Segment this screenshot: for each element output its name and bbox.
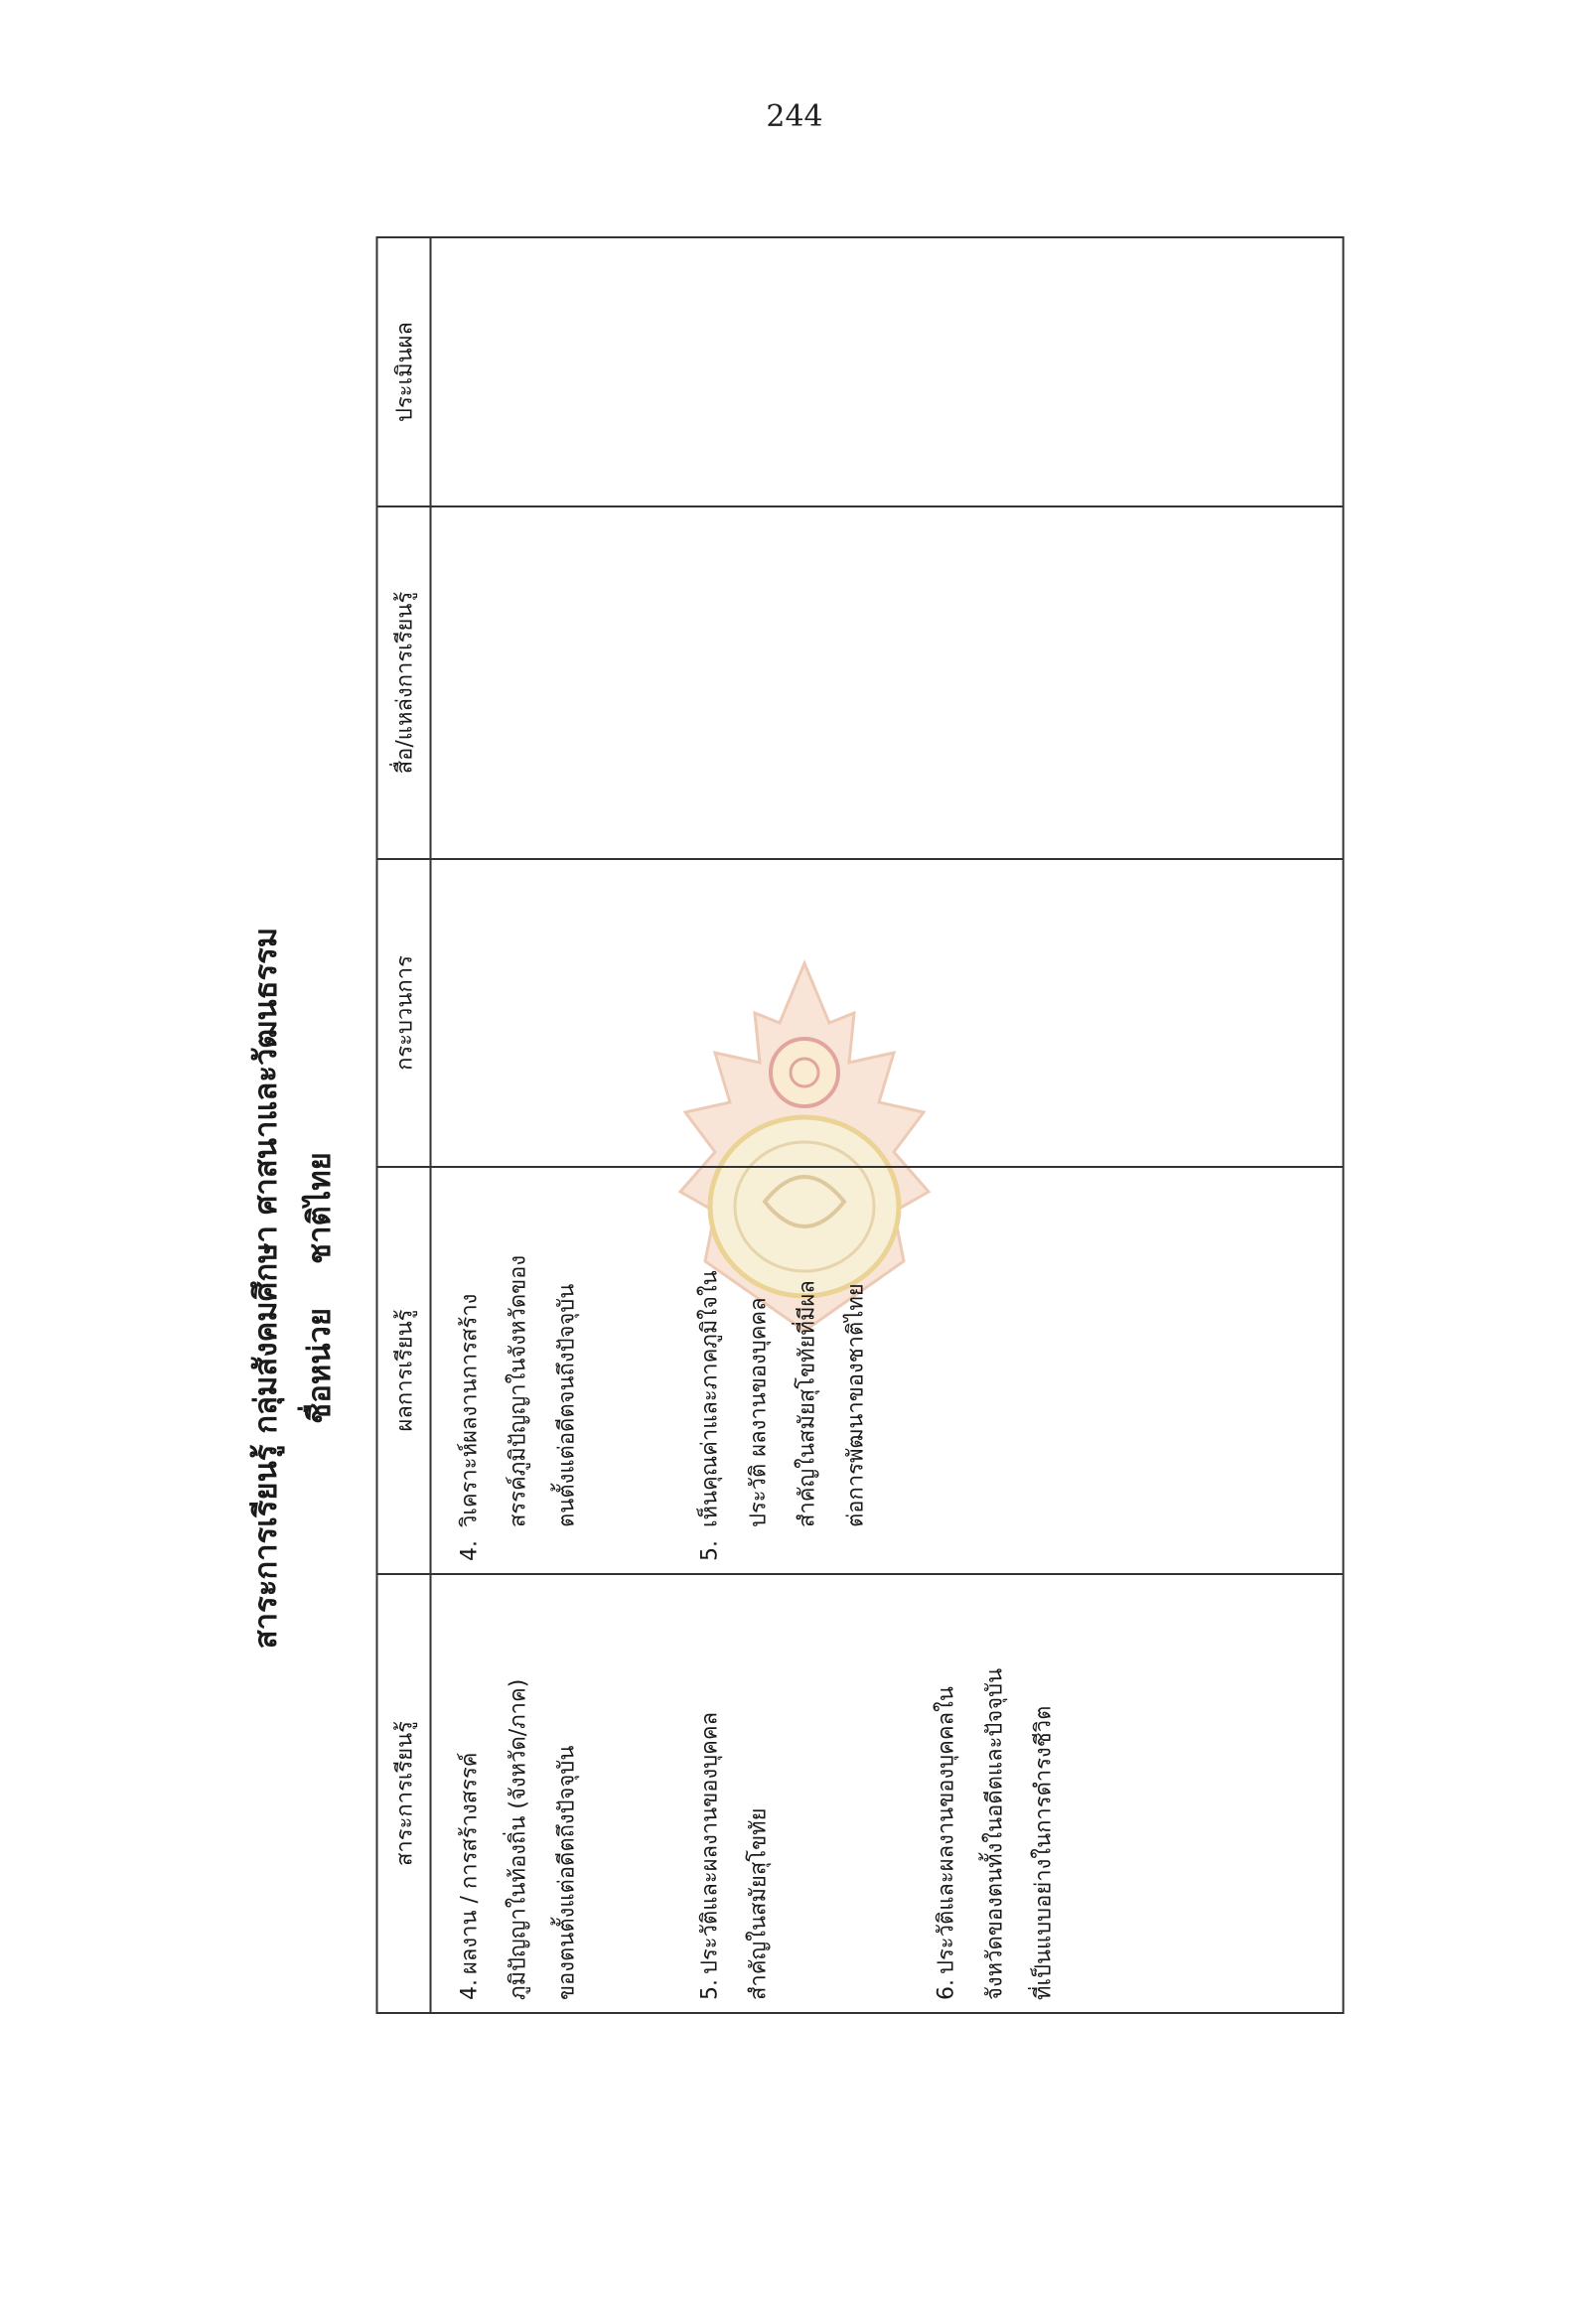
header-content: สาระการเรียนรู้ — [377, 1573, 429, 2012]
heading-title: สาระการเรียนรู้ กลุ่มสังคมศึกษา ศาสนาและวัฒนธรรม — [248, 927, 284, 1650]
header-outcome: ผลการเรียนรู้ — [377, 1166, 429, 1573]
curriculum-table — [375, 236, 1344, 2014]
outcome-cell — [431, 1166, 1342, 1573]
evaluation-cell — [431, 238, 1342, 505]
unit-label: ชื่อหน่วย — [302, 1307, 338, 1424]
table-body-row — [431, 238, 1342, 2012]
header-process: กระบวนการ — [377, 858, 429, 1166]
content-cell — [431, 1573, 1342, 2012]
unit-name: ชาติไทย — [302, 1152, 338, 1264]
outcome-item: 4.วิเคราะห์ผลงานการสร้าง สรรค์ภูมิปัญญาในจังหวัดของ ตนตั้งแต่อดีตจนถึงปัจจุบัน — [457, 1254, 579, 1561]
content-item: 6.ประวัติและผลงานของบุคคลใน จังหวัดของตนทั้งในอดีตและปัจจุบัน ที่เป็นแบบอย่างในการดำรงชีวิต — [934, 1667, 1056, 2000]
content-item: 4.ผลงาน / การสร้างสรรค์ ภูมิปัญญาในท้องถิ่น (จังหวัด/ภาค) ของตนตั้งแต่อดีตถึงปัจจุบัน — [457, 1678, 579, 2000]
header-media: สื่อ/แหล่งการเรียนรู้ — [377, 505, 429, 858]
outcome-item: 5.เห็นคุณค่าและภาคภูมิใจใน ประวัติ ผลงานของบุคคล สำคัญในสมัยสุโขทัยที่มีผล ต่อการพัฒนาของชาติไทย — [697, 1270, 868, 1561]
document-heading — [223, 730, 363, 1847]
media-cell — [431, 505, 1342, 858]
content-item: 5.ประวัติและผลงานของบุคคล สำคัญในสมัยสุโขทัย — [697, 1711, 771, 2000]
page-number: 244 — [766, 99, 823, 134]
header-evaluation: ประเมินผล — [391, 321, 417, 423]
process-cell — [431, 858, 1342, 1166]
table-header-row — [377, 238, 431, 2012]
heading-unit — [293, 730, 347, 1847]
